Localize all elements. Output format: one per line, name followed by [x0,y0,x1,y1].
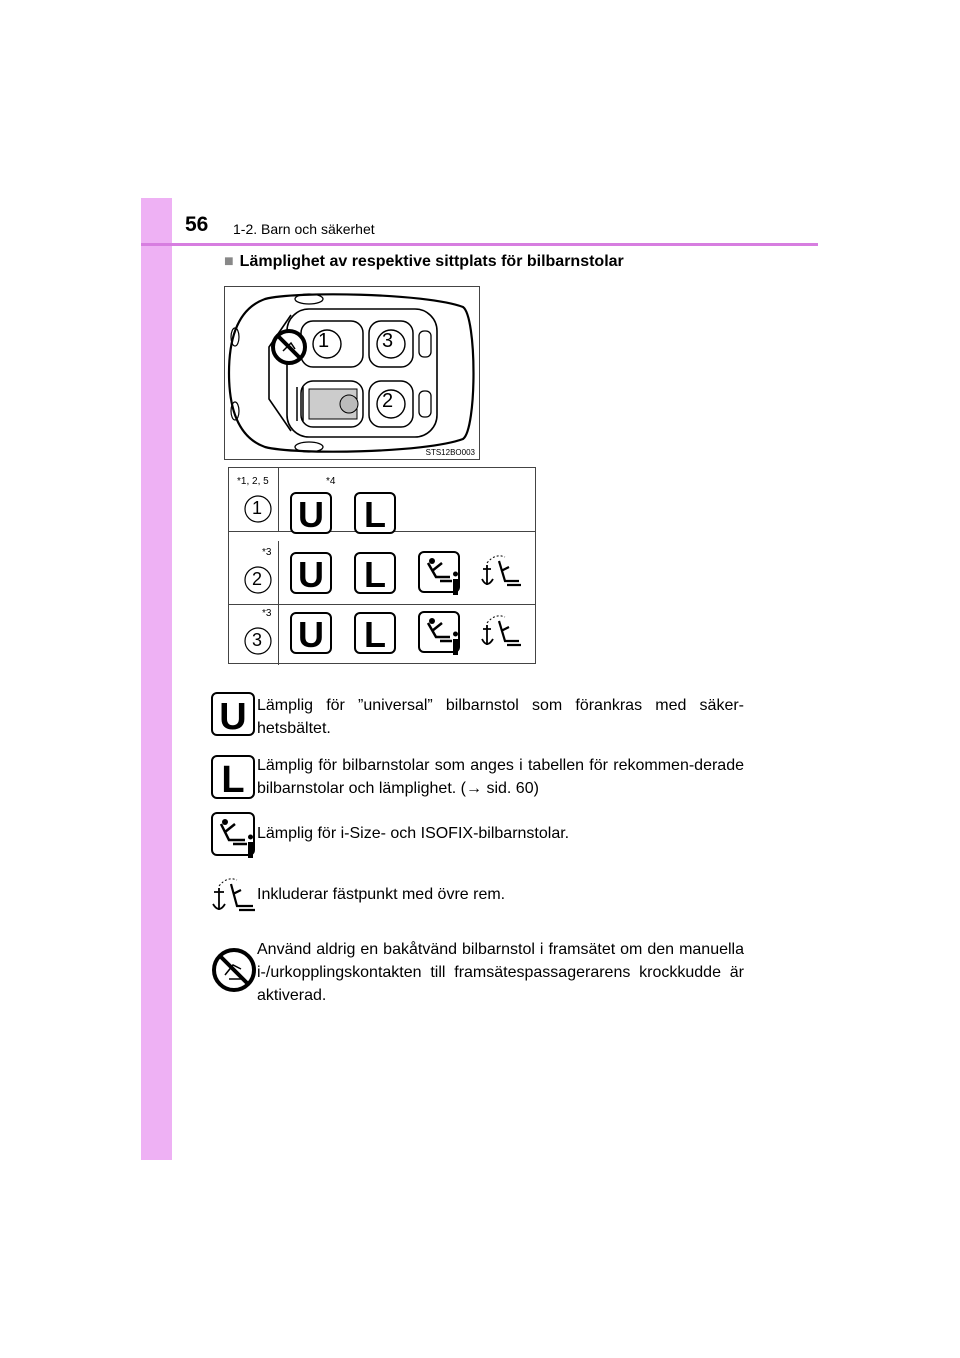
page-number: 56 [185,213,209,236]
section-title-text: Lämplighet av respektive sittplats för bilbarnstolar [239,253,624,270]
car-seat-diagram [224,286,480,460]
legend-listed-text [257,754,744,800]
section-title [224,253,624,271]
car-outline-illustration [225,287,479,459]
isofix-seat-icon [418,551,462,597]
seat-note: *3 [262,547,272,558]
seat-note: *1, 2, 5 [237,476,269,487]
seat-number: 1 [252,498,263,518]
svg-text:U: U [219,696,247,736]
universal-u-icon [290,612,332,654]
seat-cell [229,541,279,604]
seat-note: *3 [262,608,272,619]
seat-cell [229,468,279,531]
seat-cell [229,602,279,665]
listed-l-icon [211,755,255,799]
figure-code: STS12BO003 [425,448,475,457]
listed-l-icon [354,552,396,594]
legend-universal-text: Lämplig för ”universal” bilbarnstol som förankras med säker-hetsbältet. [257,697,744,737]
no-rear-facing-seat-icon [211,947,257,993]
legend-warning-text: Använd aldrig en bakåtvänd bilbarnstol i framsätet om den manuella i-/urkopplingskontakten till framsätespassagerarens krockkudde är aktiverad. [257,941,744,1004]
header-rule [141,243,818,246]
universal-u-icon [211,692,255,736]
legend-listed-text-before: Lämplig för bilbarnstolar som anges i tabellen för rekommen-derade bilbarnstolar och lämplighet. ( [257,757,744,797]
seat-suitability-table [228,467,536,664]
legend-isofix-text: Lämplig för i-Size- och ISOFIX-bilbarnstolar. [257,825,570,842]
svg-text:U: U [298,554,324,594]
listed-l-icon [354,492,396,534]
arrow-right-icon: → [466,780,482,797]
page-reference-link[interactable]: sid. 60) [482,780,539,797]
svg-text:U: U [298,494,324,534]
svg-text:L: L [364,614,386,654]
svg-text:U: U [298,614,324,654]
listed-l-icon [354,612,396,654]
table-row [229,602,535,665]
anchor-seat-icon [479,551,525,595]
anchor-seat-icon [211,874,257,918]
svg-text:L: L [364,494,386,534]
isofix-seat-icon [418,611,462,657]
universal-u-icon [290,492,332,534]
table-row [229,541,535,605]
seat-number: 3 [252,630,263,650]
svg-text:L: L [221,759,245,799]
seat-number: 2 [252,569,263,589]
table-row [229,468,535,532]
figure-seat-label-2: 2 [382,390,394,412]
legend-anchor-text: Inkluderar fästpunkt med övre rem. [257,886,506,903]
side-tab-bar [141,198,172,1160]
chapter-title: 1-2. Barn och säkerhet [233,221,375,237]
figure-seat-label-1: 1 [318,330,330,352]
universal-u-icon [290,552,332,594]
anchor-seat-icon [479,611,525,655]
isofix-seat-icon [211,812,257,860]
figure-seat-label-3: 3 [382,330,394,352]
extra-note: *4 [326,476,336,487]
svg-text:L: L [364,554,386,594]
section-marker: ■ [224,253,234,270]
